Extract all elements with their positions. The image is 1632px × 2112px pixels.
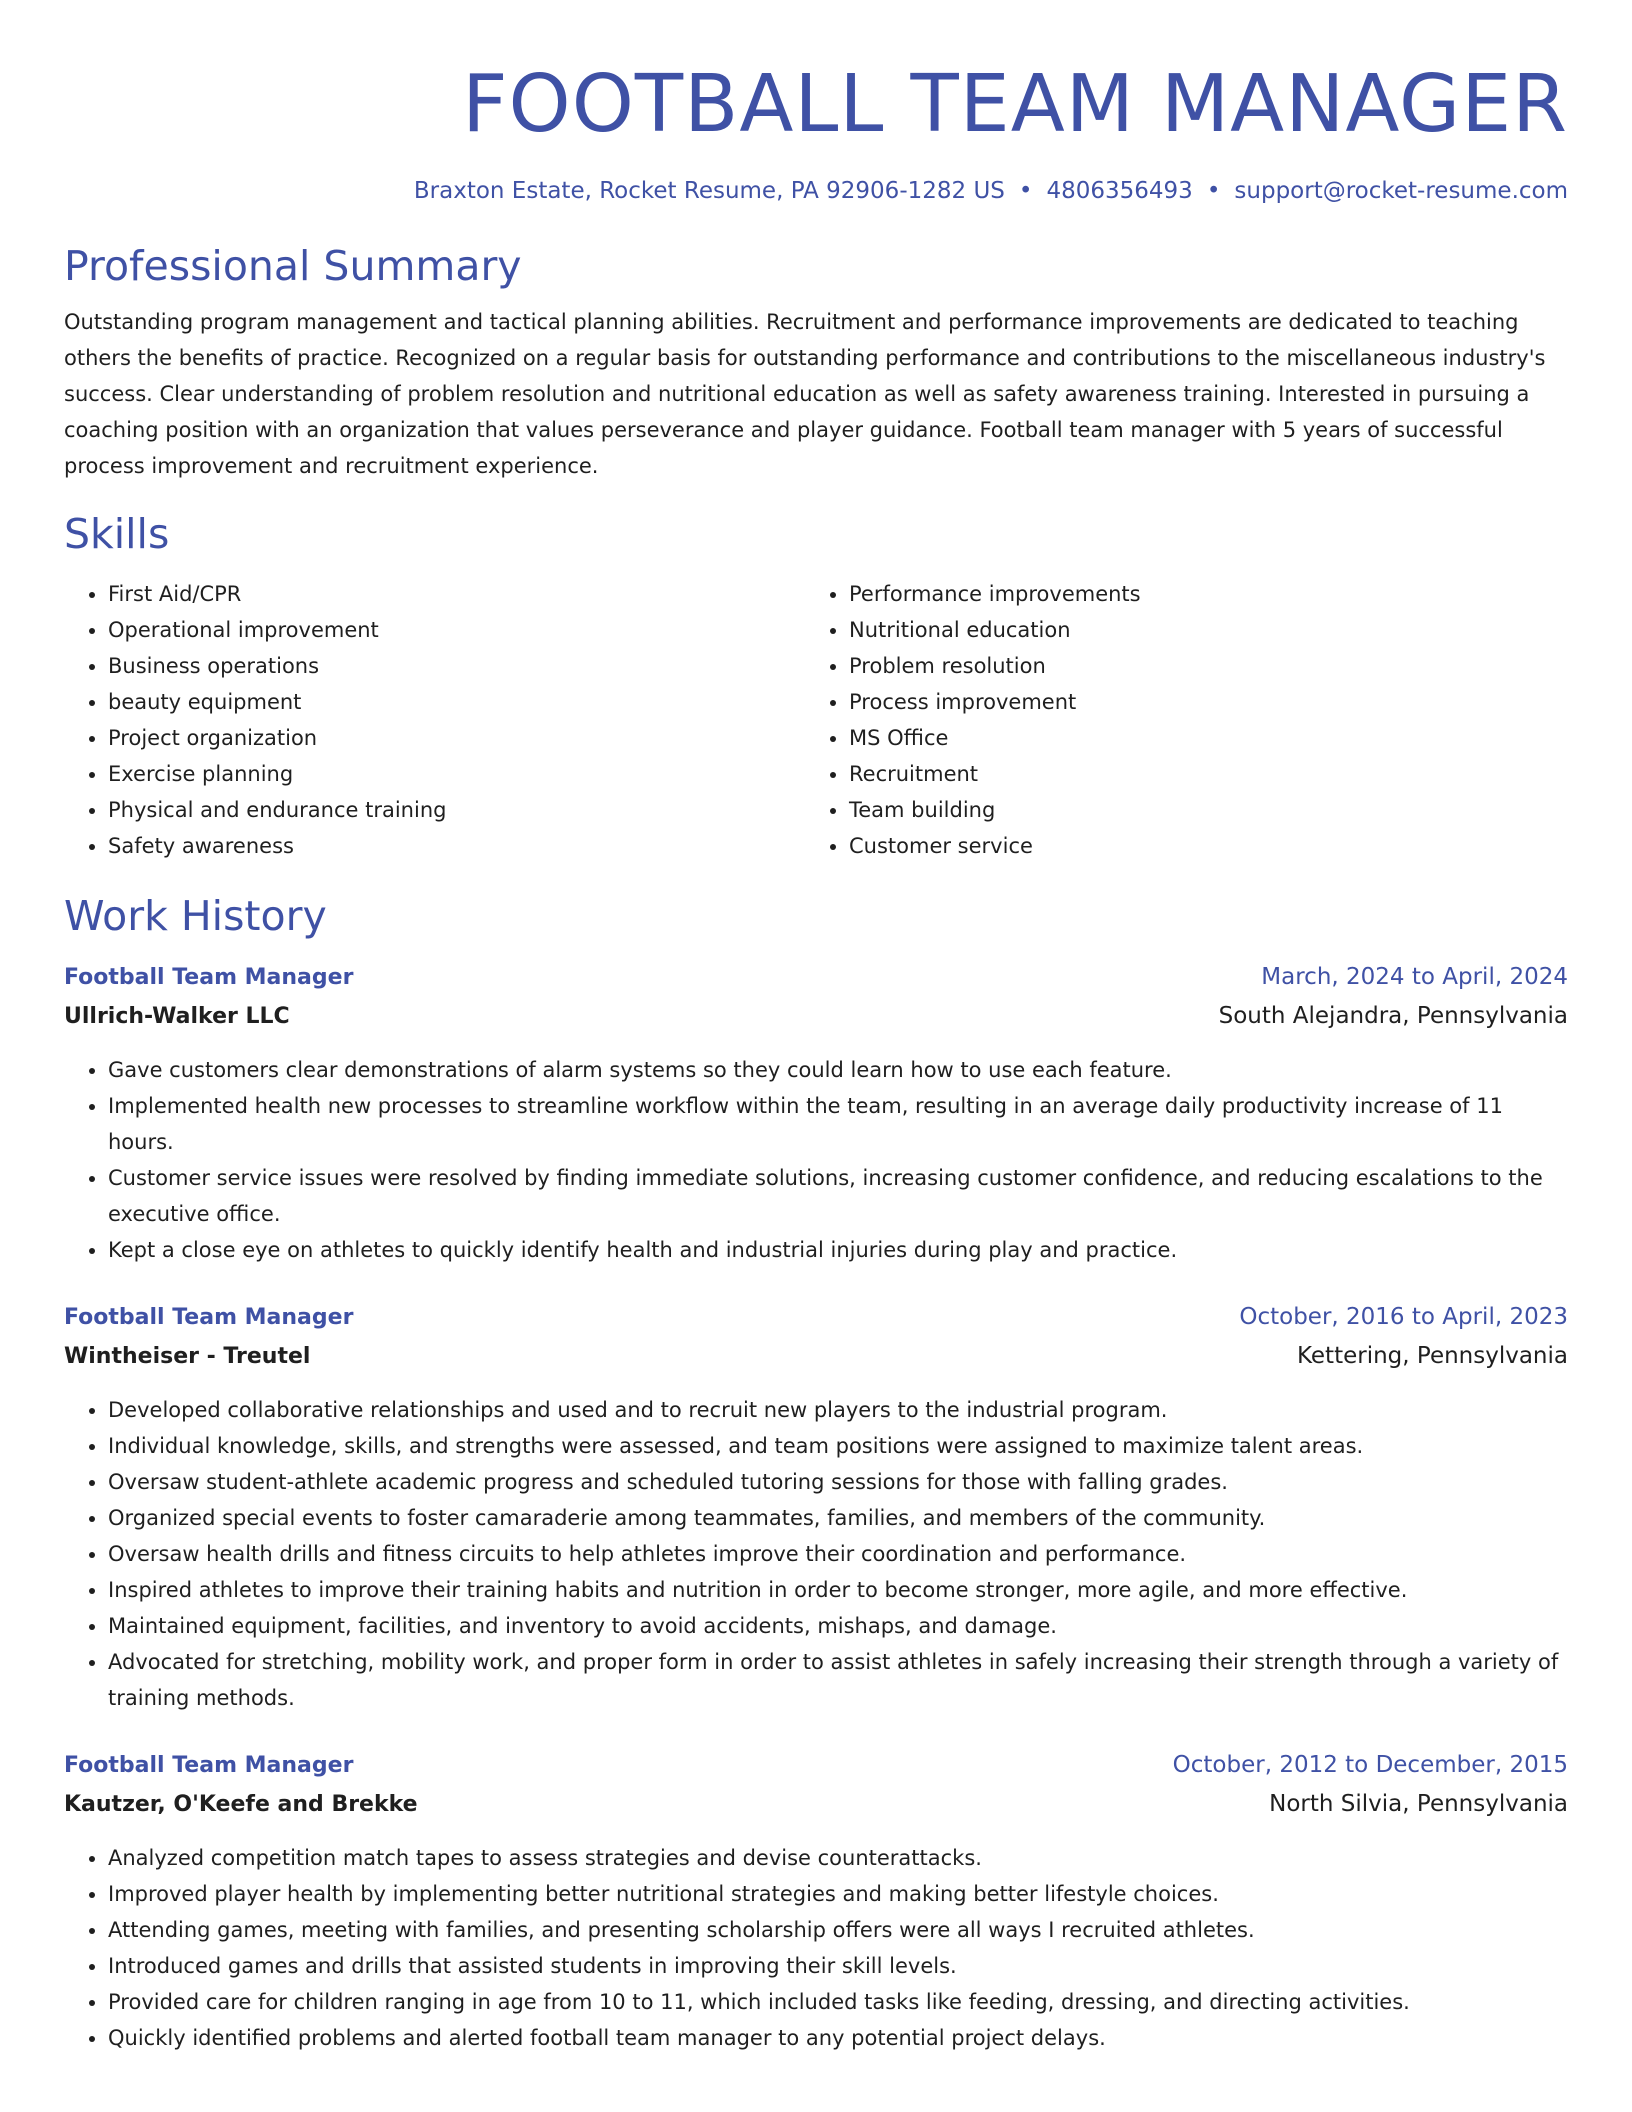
job-entry (64, 1298, 1568, 1716)
job-location: Kettering, Pennsylvania (1296, 1343, 1568, 1369)
job-entry (64, 958, 1568, 1268)
skill-item: • Operational improvement (108, 612, 805, 648)
job-bullets (64, 1840, 1568, 2056)
job-bullet: • Oversaw student-athlete academic progress and scheduled tutoring sessions for those with falling grades. (108, 1464, 1568, 1500)
skills-list (64, 576, 1568, 864)
job-bullet: • Gave customers clear demonstrations of alarm systems so they could learn how to use each feature. (108, 1052, 1568, 1088)
skill-item: • Customer service (849, 828, 1546, 864)
job-bullet: • Improved player health by implementing better nutritional strategies and making better lifestyle choices. (108, 1876, 1568, 1912)
resume-header (64, 52, 1568, 208)
contact-separator: • (1206, 178, 1221, 204)
skill-item: • First Aid/CPR (108, 576, 805, 612)
job-bullet: • Introduced games and drills that assisted students in improving their skill levels. (108, 1948, 1568, 1984)
skill-item: • MS Office (849, 720, 1546, 756)
job-bullet: • Quickly identified problems and alerted football team manager to any potential project delays. (108, 2020, 1568, 2056)
contact-separator: • (1018, 178, 1033, 204)
skills-heading: Skills (64, 510, 170, 558)
job-title: Football Team Manager (64, 1305, 354, 1330)
job-location: South Alejandra, Pennsylvania (1218, 1003, 1568, 1029)
skill-item: • Project organization (108, 720, 805, 756)
job-bullet: • Kept a close eye on athletes to quickly identify health and industrial injuries during play and practice. (108, 1232, 1568, 1268)
job-bullet: • Customer service issues were resolved by finding immediate solutions, increasing customer confidence, and reducing escalations to the executive office. (108, 1160, 1568, 1232)
contact-address: Braxton Estate, Rocket Resume, PA 92906-1282 US (413, 178, 1005, 204)
job-bullet: • Individual knowledge, skills, and strengths were assessed, and team positions were assigned to maximize talent areas. (108, 1428, 1568, 1464)
skill-item: • Process improvement (849, 684, 1546, 720)
skill-item: • Team building (849, 792, 1546, 828)
job-entry (64, 1746, 1568, 2056)
job-company: Ullrich-Walker LLC (64, 1004, 290, 1029)
skill-item: • Recruitment (849, 756, 1546, 792)
job-company: Wintheiser - Treutel (64, 1344, 311, 1369)
skill-item: • Safety awareness (108, 828, 805, 864)
job-bullet: • Maintained equipment, facilities, and inventory to avoid accidents, mishaps, and damage. (108, 1608, 1568, 1644)
job-dates: October, 2016 to April, 2023 (1239, 1304, 1568, 1330)
job-bullets (64, 1052, 1568, 1268)
skill-item: • Business operations (108, 648, 805, 684)
summary-text: Outstanding program management and tactical planning abilities. Recruitment and performance improvements are dedicated to teaching others the benefits of practice. Recognized on a regular basis for outstanding performance and contributions to the miscellaneous industry's success. Clear understanding of problem resolution and nutritional education as well as safety awareness training. Interested in pursuing a coaching position with an organization that values perseverance and player guidance. Football team manager with 5 years of successful process improvement and recruitment experience. (64, 310, 1546, 478)
job-bullet: • Provided care for children ranging in age from 10 to 11, which included tasks like feeding, dressing, and directing activities. (108, 1984, 1568, 2020)
skill-item: • beauty equipment (108, 684, 805, 720)
work-history-heading: Work History (64, 892, 327, 940)
skill-item: • Nutritional education (849, 612, 1546, 648)
skill-item: • Performance improvements (849, 576, 1546, 612)
job-title: Football Team Manager (64, 965, 354, 990)
job-bullet: • Developed collaborative relationships and used and to recruit new players to the industrial program. (108, 1392, 1568, 1428)
job-title: Football Team Manager (64, 1753, 354, 1778)
job-bullet: • Attending games, meeting with families, and presenting scholarship offers were all ways I recruited athletes. (108, 1912, 1568, 1948)
skill-item: • Problem resolution (849, 648, 1546, 684)
contact-line (64, 174, 1568, 208)
job-dates: March, 2024 to April, 2024 (1261, 964, 1568, 990)
job-location: North Silvia, Pennsylvania (1269, 1791, 1568, 1817)
contact-email[interactable]: support@rocket-resume.com (1234, 178, 1568, 204)
skill-item: • Exercise planning (108, 756, 805, 792)
job-bullet: • Oversaw health drills and fitness circuits to help athletes improve their coordination and performance. (108, 1536, 1568, 1572)
job-bullet: • Inspired athletes to improve their training habits and nutrition in order to become stronger, more agile, and more effective. (108, 1572, 1568, 1608)
job-bullets (64, 1392, 1568, 1716)
contact-phone: 4806356493 (1046, 178, 1193, 204)
candidate-name: FOOTBALL TEAM MANAGER (462, 58, 1568, 150)
job-bullet: • Implemented health new processes to streamline workflow within the team, resulting in an average daily productivity increase of 11 hours. (108, 1088, 1568, 1160)
job-dates: October, 2012 to December, 2015 (1172, 1752, 1568, 1778)
summary-heading: Professional Summary (64, 242, 522, 290)
skill-item: • Physical and endurance training (108, 792, 805, 828)
job-company: Kautzer, O'Keefe and Brekke (64, 1792, 418, 1817)
job-bullet: • Organized special events to foster camaraderie among teammates, families, and members of the community. (108, 1500, 1568, 1536)
skills-column-right (805, 576, 1546, 864)
job-bullet: • Advocated for stretching, mobility work, and proper form in order to assist athletes in safely increasing their strength through a variety of training methods. (108, 1644, 1568, 1716)
skills-column-left (64, 576, 805, 864)
job-bullet: • Analyzed competition match tapes to assess strategies and devise counterattacks. (108, 1840, 1568, 1876)
